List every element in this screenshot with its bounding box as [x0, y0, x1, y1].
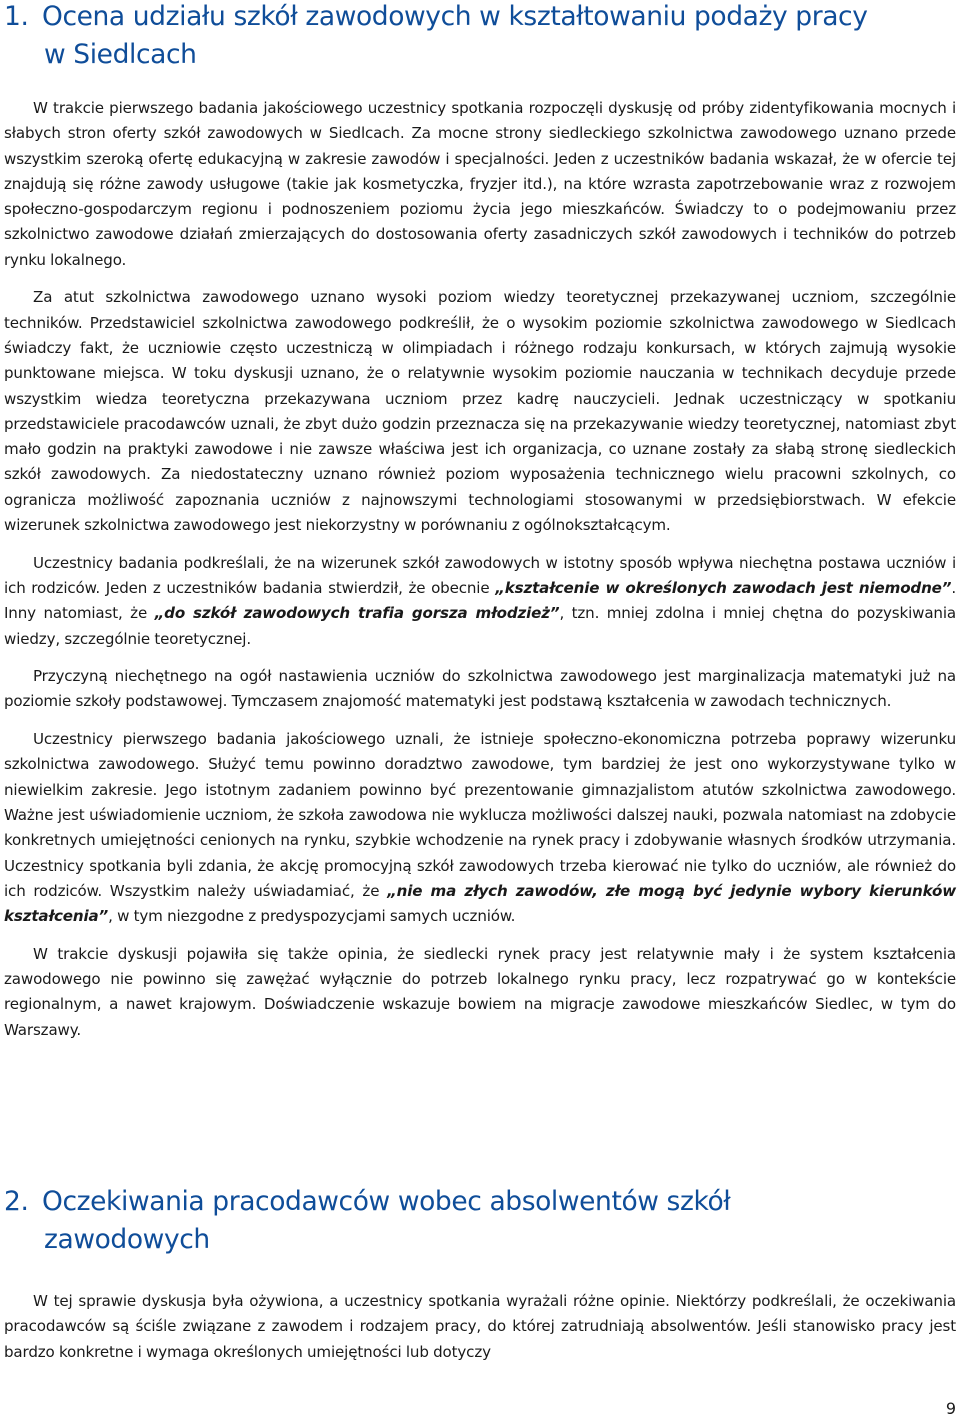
paragraph-text: , tzn. mniej zdolna i mniej chętna do pozyskiwania wiedzy, szczególnie teoretycznej. [4, 604, 956, 648]
paragraph-text: . Inny natomiast, że [4, 578, 956, 623]
section-2-number: 2. [4, 1186, 29, 1217]
section-2-body [4, 1289, 956, 1365]
quotation: „kształcenie w określonych zawodach jest niemodne” [495, 578, 952, 597]
section-1-title-line-2: w Siedlcach [44, 39, 197, 70]
paragraph: W trakcie dyskusji pojawiła się także opinia, że siedlecki rynek pracy jest relatywnie mały i że system kształcenia zawodowego nie powinno się zawężać wyłącznie do potrzeb lokalnego rynku pracy, lecz rozpatrywać go w kontekście regionalnym, a nawet krajowym. Doświadczenie wskazuje bowiem na migracje zawodowe mieszkańców Siedlec, w tym do Warszawy. [4, 944, 956, 1039]
paragraph: Za atut szkolnictwa zawodowego uznano wysoki poziom wiedzy teoretycznej przekazywanej uczniom, szczególnie techników. Przedstawiciel szkolnictwa zawodowego podkreślił, że o wysokim poziomie szkolnictwa zawodowego w Siedlcach świadczy fakt, że uczniowie często uczestniczą w olimpiadach i różnego rodzaju konkursach, w których zajmują wysokie punktowane miejsca. W toku dyskusji uznano, że o relatywnie wysokim poziomie nauczania w technikach decyduje przede wszystkim wiedza teoretyczna przekazywana uczniom przez kadrę nauczycieli. Jednak uczestniczący w spotkaniu przedstawiciele pracodawców uznali, że zbyt dużo godzin przeznacza się na przekazywanie wiedzy teoretycznej, natomiast zbyt mało godzin na praktyki zawodowe i nie zawsze właściwa jest ich organizacja, co uznane zostały za słabą stronę siedleckich szkół zawodowych. Za niedostateczny uznano również poziom wyposażenia technicznego wielu pracowni szkolnych, co ogranicza możliwość zapoznania uczniów z najnowszymi technologiami stosowanymi w przedsiębiorstwach. W efekcie wizerunek szkolnictwa zawodowego jest niekorzystny w porównaniu z ogólnokształcącym. [4, 288, 956, 535]
quotation: „nie ma złych zawodów, złe mogą być jedynie wybory kierunków kształcenia” [4, 881, 956, 926]
page-number: 9 [945, 1399, 956, 1418]
section-2-title-line-2: zawodowych [44, 1224, 210, 1255]
quotation: „do szkół zawodowych trafia gorsza młodzież” [154, 604, 560, 623]
paragraph-text: , w tym niezgodne z predyspozycjami samych uczniów. [108, 907, 516, 926]
section-1-heading [4, 0, 954, 74]
section-2-heading [4, 1183, 954, 1259]
paragraph: W trakcie pierwszego badania jakościowego uczestnicy spotkania rozpoczęli dyskusję od próby zidentyfikowania mocnych i słabych stron oferty szkół zawodowych w Siedlcach. Za mocne strony siedleckiego szkolnictwa zawodowego uznano przede wszystkim szeroką ofertę edukacyjną w zakresie zawodów i specjalności. Jeden z uczestników badania wskazał, że w ofercie tej znajdują się różne zawody usługowe (takie jak kosmetyczka, fryzjer itd.), na które wzrasta zapotrzebowanie wraz z rozwojem społeczno-gospodarczym regionu i podnoszeniem poziomu życia jego mieszkańców. Świadczy to o podejmowaniu przez szkolnictwo zawodowe działań zmierzających do dostosowania oferty zasadniczych szkół zawodowych i techników do potrzeb rynku lokalnego. [4, 99, 956, 269]
paragraph-with-quote [4, 727, 956, 929]
section-1-title-line-1: Ocena udziału szkół zawodowych w kształtowaniu podaży pracy [42, 1, 868, 32]
section-2-title-line-1: Oczekiwania pracodawców wobec absolwentów szkół [42, 1186, 731, 1217]
paragraph-with-quotes [4, 551, 956, 652]
paragraph: Przyczyną niechętnego na ogół nastawienia uczniów do szkolnictwa zawodowego jest marginalizacja matematyki już na poziomie szkoły podstawowej. Tymczasem znajomość matematyki jest podstawą kształcenia w zawodach technicznych. [4, 667, 956, 711]
section-1-number: 1. [4, 1, 29, 32]
paragraph: W tej sprawie dyskusja była ożywiona, a uczestnicy spotkania wyrażali różne opinie. Niektórzy podkreślali, że oczekiwania pracodawców są ściśle związane z zawodem i rodzajem pracy, do której zatrudniają absolwentów. Jeśli stanowisko pracy jest bardzo konkretne i wymaga określonych umiejętności lub dotyczy [4, 1292, 956, 1361]
paragraph-text: Uczestnicy pierwszego badania jakościowego uznali, że istnieje społeczno-ekonomiczna potrzeba poprawy wizerunku szkolnictwa zawodowego. Służyć temu powinno doradztwo zawodowe, tym bardziej że jest ono wykorzystywane tylko w niewielkim zakresie. Jego istotnym zadaniem powinno być prezentowanie gimnazjalistom atutów szkolnictwa zawodowego. Ważne jest uświadomienie uczniom, że szkoła zawodowa nie wyklucza możliwości dalszej nauki, pozwala natomiast na zdobycie konkretnych umiejętności cenionych na rynku, szybkie wchodzenie na rynek pracy i zdobywanie własnych środków utrzymania. Uczestnicy spotkania byli zdania, że akcję promocyjną szkół zawodowych trzeba kierować nie tylko do uczniów, ale również do ich rodziców. Wszystkim należy uświadamiać, że [4, 730, 956, 900]
section-1-body [4, 96, 956, 1043]
paragraph-text: Uczestnicy badania podkreślali, że na wizerunek szkół zawodowych w istotny sposób wpływa niechętna postawa uczniów i ich rodziców. Jeden z uczestników badania stwierdził, że obecnie [4, 553, 956, 597]
